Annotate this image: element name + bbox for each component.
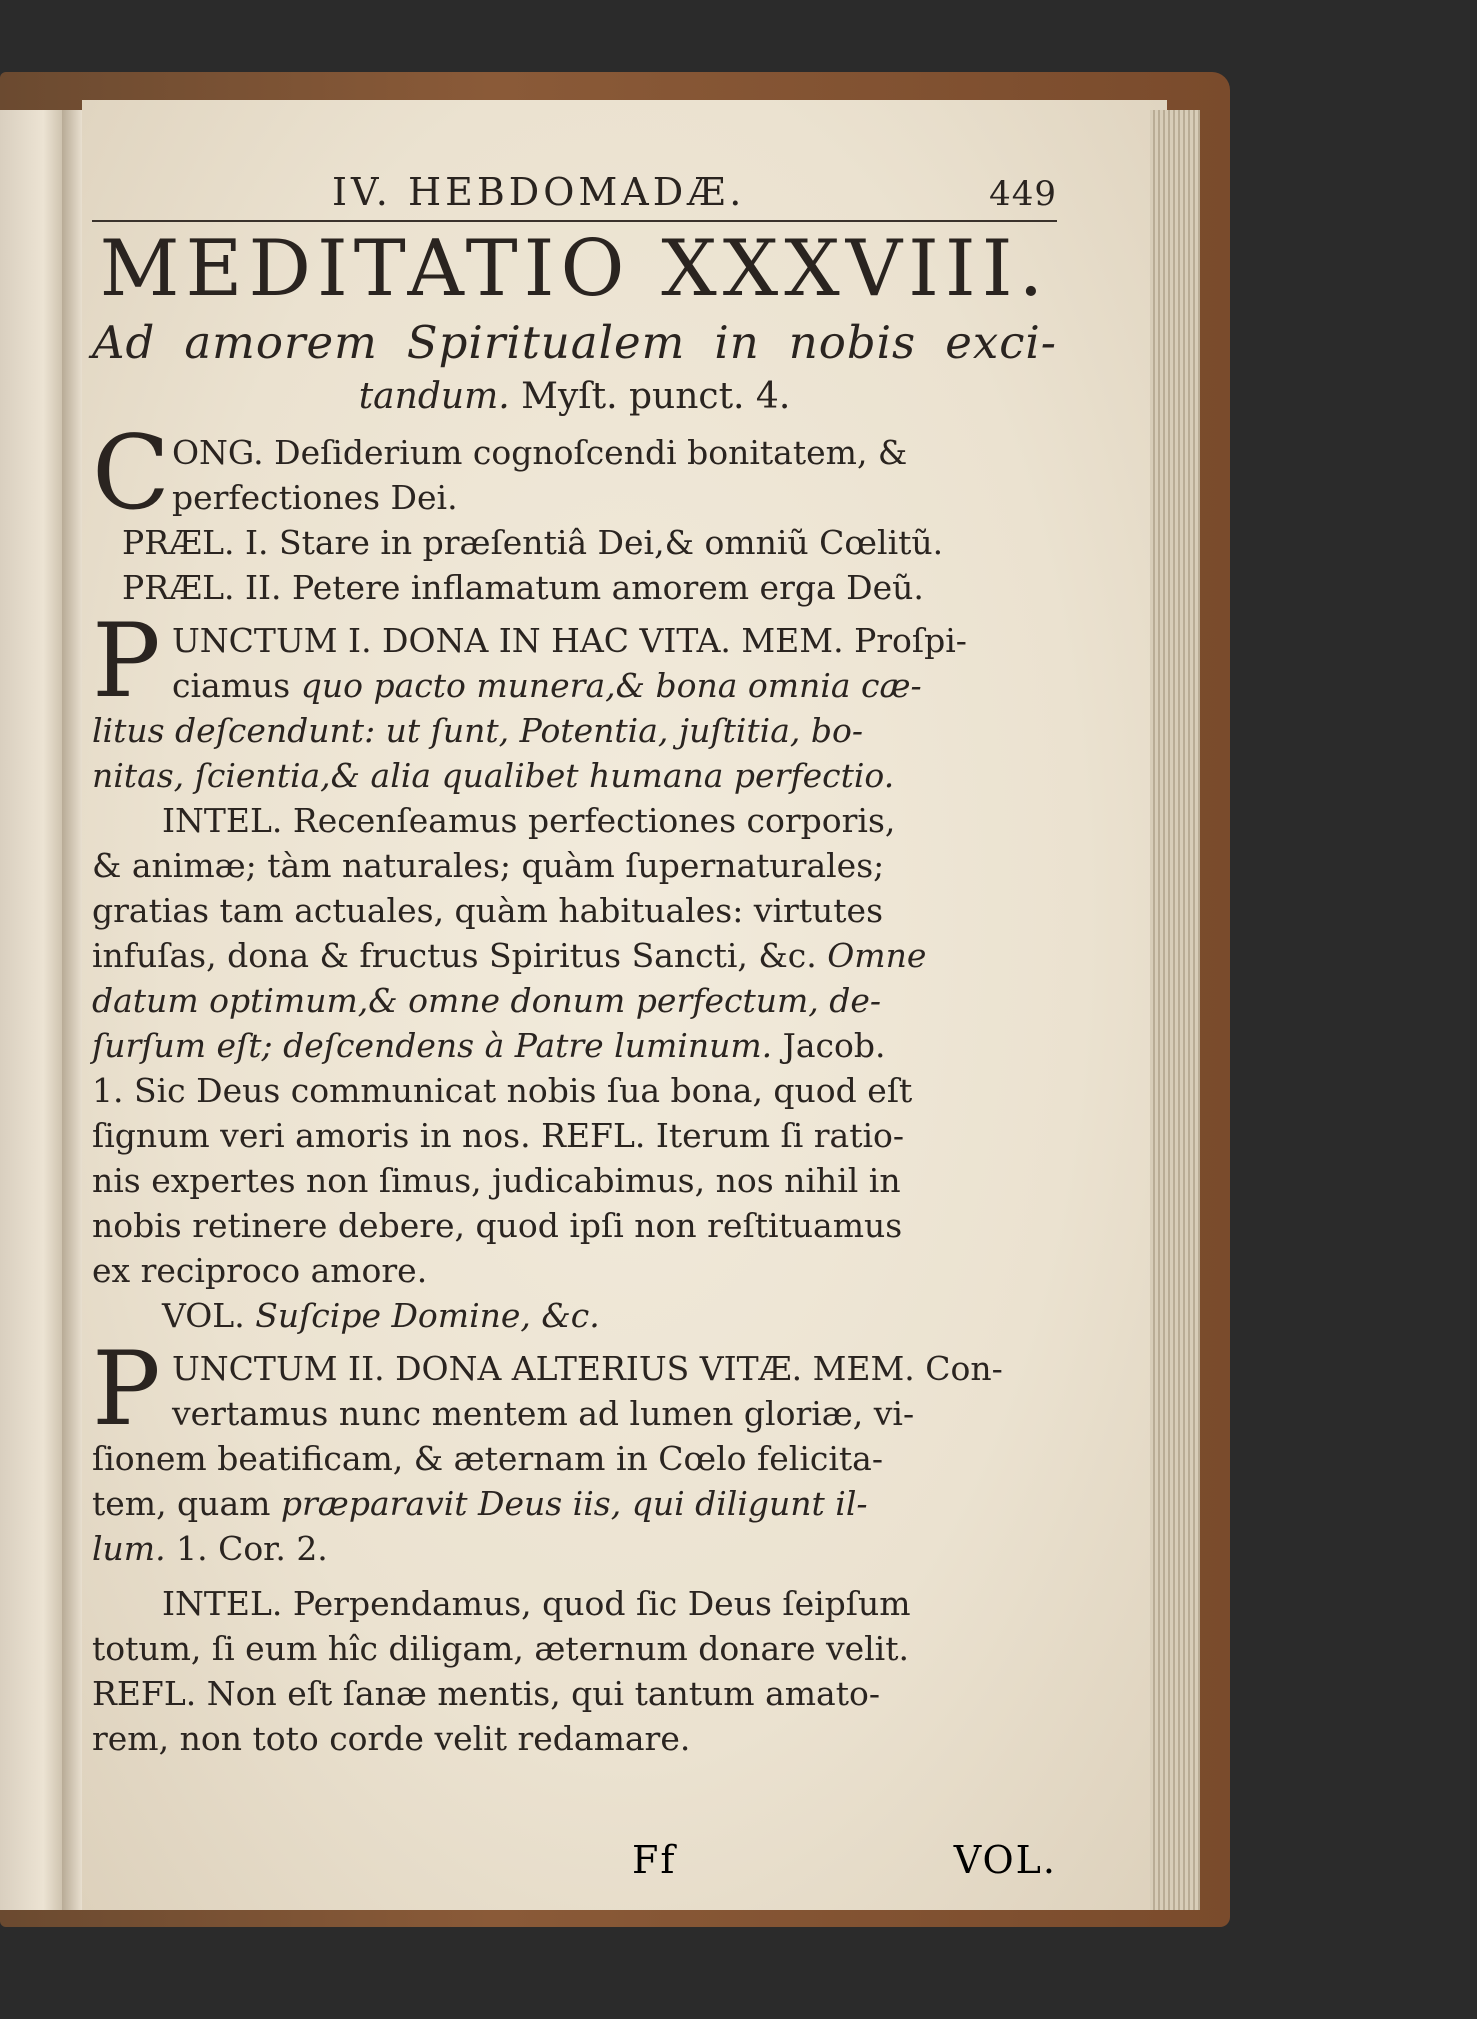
subtitle-line-2 [92, 372, 1057, 422]
punctum-1-line-4: nitas, ſcientia,& alia qualibet humana perfectio. [92, 756, 895, 795]
subtitle-rest: Myſt. punct. 4. [521, 376, 791, 417]
subtitle-line-1: Ad amorem Spiritualem in nobis exci- [92, 316, 1057, 369]
prael-2-label: PRÆL. II. [122, 568, 282, 607]
quote-start: Omne [827, 936, 927, 975]
refl-2-line-1 [92, 1671, 1057, 1716]
punctum-2 [92, 1330, 1057, 1449]
meditation-title: MEDITATIO XXXVIII. [99, 224, 1050, 314]
vol-1-text: Suſcipe Domine, &c. [255, 1296, 600, 1335]
page-edges [1150, 110, 1200, 1910]
refl-1-l1: Iterum ſi ratio- [655, 1116, 905, 1155]
cong-paragraph [92, 414, 1057, 533]
intel-1-line-3: gratias tam actuales, quàm habituales: virtutes [92, 891, 884, 930]
refl-2-label: REFL. [92, 1674, 197, 1713]
dropcap-p-1: P [92, 602, 161, 721]
punctum-2-line-5 [92, 1526, 1057, 1571]
refl-1-line-4: ex reciproco amore. [92, 1251, 428, 1290]
refl-1-label: REFL. [541, 1116, 646, 1155]
punctum-1-line-3: litus deſcendunt: ut ſunt, Potentia, juſtitia, bo- [92, 711, 864, 750]
dropcap-c: C [92, 414, 171, 533]
quote-end: ſurſum eſt; deſcendens à Patre luminum. [92, 1026, 773, 1065]
punctum-2-line-2: vertamus nunc mentem ad lumen gloriæ, vi- [172, 1394, 915, 1433]
intel-2-l1: Perpendamus, quod ſic Deus ſeipſum [292, 1584, 911, 1623]
punctum-2-heading: UNCTUM II. DONA ALTERIUS VITÆ. MEM. [172, 1349, 915, 1388]
intel-1-label: INTEL. [162, 801, 283, 840]
punctum-1-l2-italic: quo pacto munera,& bona omnia cæ- [300, 666, 922, 705]
punctum-2-l5-plain: 1. Cor. 2. [176, 1529, 328, 1568]
intel-1-line-1 [92, 798, 1057, 843]
punctum-1-line-1 [172, 618, 1057, 663]
refl-2-line-2: rem, non toto corde velit redamare. [92, 1719, 691, 1758]
punctum-2-line-1 [172, 1346, 1057, 1391]
subtitle-italic: tandum. [358, 376, 510, 417]
signature-mark: Ff [632, 1838, 677, 1882]
cong-line-1 [172, 430, 1057, 475]
prael-1 [92, 520, 1057, 565]
punctum-1 [92, 602, 1057, 721]
intel-1-rest-2-text: ſignum veri amoris in nos. [92, 1116, 531, 1155]
punctum-1-heading: UNCTUM I. DONA IN HAC VITA. MEM. [172, 621, 844, 660]
prael-2 [92, 565, 1057, 610]
intel-2-line-1 [92, 1581, 1057, 1626]
punctum-2-l4-italic: præparavit Deus iis, qui diligunt il- [280, 1484, 868, 1523]
dropcap-p-2: P [92, 1330, 161, 1449]
cong-text-1: Deſiderium cognoſcendi bonitatem, & [274, 433, 908, 472]
left-page-edge [0, 110, 62, 1910]
refl-1-line-3: nobis retinere debere, quod ipſi non reſtituamus [92, 1206, 903, 1245]
punctum-2-l5-italic: lum. [92, 1529, 166, 1568]
quote-line-3 [92, 1023, 1057, 1068]
intel-1-rest-2 [92, 1113, 1057, 1158]
intel-1-l4: infuſas, dona & fructus Spiritus Sancti, &c. [92, 936, 817, 975]
prael-1-text: Stare in præſentiâ Dei,& omniũ Cœlitũ. [279, 523, 944, 562]
running-head-title: IV. HEBDOMADÆ. [332, 170, 746, 214]
intel-2-line-2: totum, ſi eum hîc diligam, æternum donare velit. [92, 1629, 909, 1668]
punctum-2-l1: Con- [925, 1349, 1003, 1388]
cong-label: ONG. [172, 433, 264, 472]
page-number: 449 [989, 174, 1057, 214]
punctum-1-line-2 [172, 663, 1057, 708]
prael-1-label: PRÆL. I. [122, 523, 269, 562]
intel-2-label: INTEL. [162, 1584, 283, 1623]
intel-1-rest-1: 1. Sic Deus communicat nobis ſua bona, quod eſt [92, 1071, 913, 1110]
refl-2-l1: Non eſt ſanæ mentis, qui tantum amato- [206, 1674, 881, 1713]
punctum-1-l1: Proſpi- [854, 621, 967, 660]
prael-2-text: Petere inflamatum amorem erga Deũ. [292, 568, 924, 607]
page-text [92, 170, 1057, 1761]
cong-line-2: perfectiones Dei. [172, 478, 458, 517]
vol-1 [92, 1293, 1057, 1338]
book-gutter [62, 110, 82, 1910]
catchword: VOL. [953, 1838, 1057, 1882]
quote-line-2: datum optimum,& omne donum perfectum, de- [92, 981, 882, 1020]
punctum-2-line-4 [92, 1481, 1057, 1526]
quote-cite: Jacob. [782, 1026, 886, 1065]
punctum-2-l4-plain: tem, quam [92, 1484, 271, 1523]
intel-1-line-2: & animæ; tàm naturales; quàm ſupernaturales; [92, 846, 885, 885]
intel-1-l1: Recenſeamus perfectiones corporis, [292, 801, 896, 840]
vol-1-label: VOL. [162, 1296, 245, 1335]
running-head [92, 170, 1057, 222]
punctum-2-line-3: ſionem beatificam, & æternam in Cœlo felicita- [92, 1439, 884, 1478]
punctum-1-l2-plain: ciamus [172, 666, 291, 705]
refl-1-line-2: nis expertes non ſimus, judicabimus, nos nihil in [92, 1161, 901, 1200]
intel-1-line-4 [92, 933, 1057, 978]
